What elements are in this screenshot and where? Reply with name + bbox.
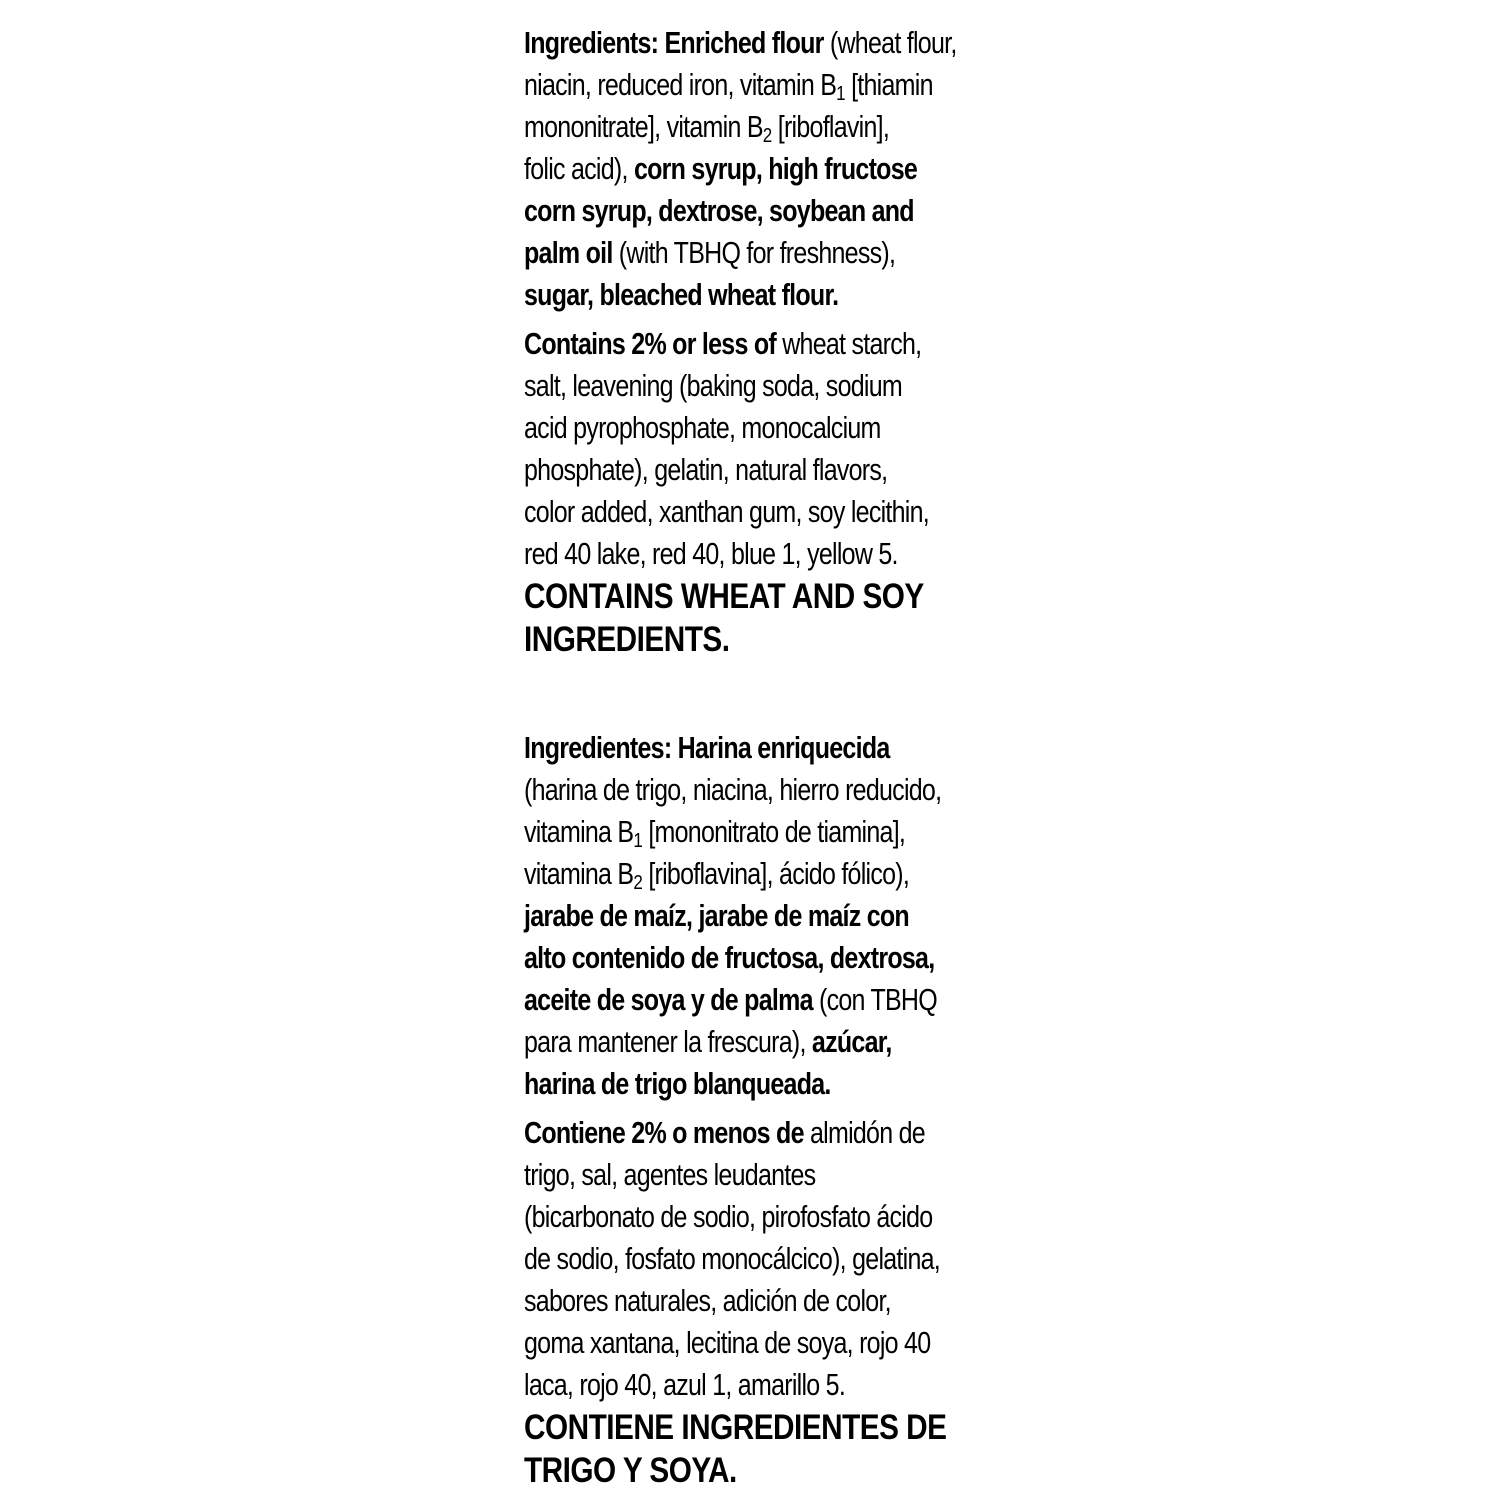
english-contains-paragraph [524,323,996,575]
spanish-ingredients-text-a: (harina de trigo, niacina, hierro reducido, vitamina B [524,773,942,849]
spanish-ingredients-bold-1: jarabe de maíz, jarabe de maíz con alto contenido de fructosa, dextrosa, aceite de soya y de palma [524,899,935,1017]
spanish-ingredients-text-d: (con TBHQ para mantener la frescura), [524,983,937,1059]
spanish-subscript-2: 2 [633,871,643,895]
english-subscript-1: 1 [836,82,845,106]
english-ingredients-text-c: [riboflavin], folic acid), [524,110,890,186]
spanish-ingredients-bold-2: azúcar, harina de trigo blanqueada. [524,1025,892,1101]
spanish-ingredients-text-b: [mononitrato de tiamina], vitamina B [524,815,906,891]
spanish-contains-label: Contiene 2% o menos de [524,1116,804,1150]
english-contains-text: wheat starch, salt, leavening (baking soda, sodium acid pyrophosphate, monocalcium phosphate), gelatin, natural flavors, color added, xanthan gum, soy lecithin, red 40 lake, red 40, blue 1, yellow 5. [524,327,929,571]
spanish-ingredients-text-c: [riboflavina], ácido fólico), [648,857,910,891]
spanish-ingredients-label: Ingredientes: Harina enriquecida [524,731,890,765]
english-ingredients-paragraph [524,22,996,316]
spanish-allergen-statement: CONTIENE INGREDIENTES DE TRIGO Y SOYA. [524,1408,947,1490]
ingredients-panel [524,22,994,1492]
english-ingredients-text-a: (wheat flour, niacin, reduced iron, vitamin B [524,26,957,102]
spanish-contains-text: almidón de trigo, sal, agentes leudantes (bicarbonato de sodio, pirofosfato ácido de sodio, fosfato monocálcico), gelatina, sabores naturales, adición de color, goma xantana, lecitina de soya, rojo 40 laca, rojo 40, azul 1, amarillo 5. [524,1116,941,1402]
english-subscript-2: 2 [762,124,772,148]
english-ingredients-label: Ingredients: Enriched flour [524,26,824,60]
english-allergen-statement: CONTAINS WHEAT AND SOY INGREDIENTS. [524,577,924,659]
english-contains-label: Contains 2% or less of [524,327,776,361]
english-ingredients-bold-1: corn syrup, high fructose corn syrup, dextrose, soybean and palm oil [524,152,918,270]
english-ingredients-bold-2: sugar, bleached wheat flour. [524,278,839,312]
spanish-subscript-1: 1 [633,829,643,853]
english-section [524,22,994,661]
english-ingredients-text-d: (with TBHQ for freshness), [618,236,896,270]
spanish-ingredients-paragraph [524,727,996,1105]
english-ingredients-text-b: [thiamin mononitrate], vitamin B [524,68,933,144]
spanish-contains-paragraph [524,1112,996,1406]
spanish-section [524,727,994,1492]
